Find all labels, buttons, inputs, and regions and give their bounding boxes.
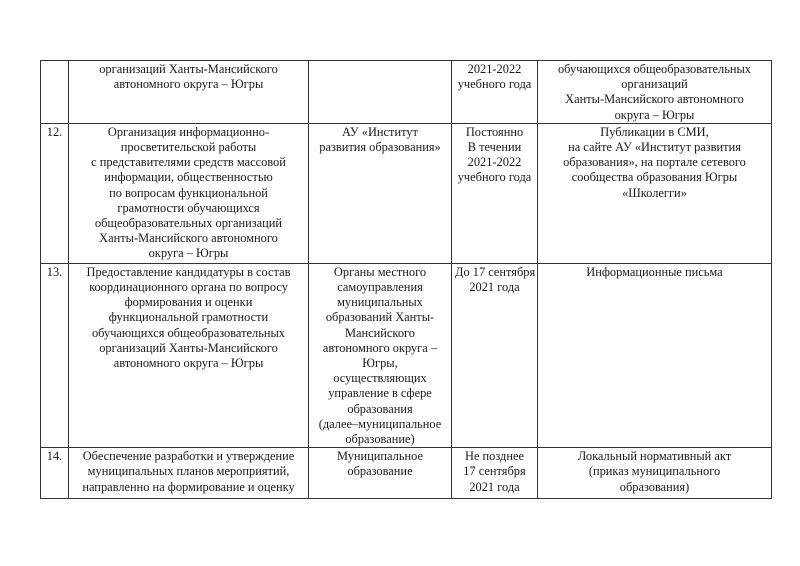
cell-text-line: учебного года <box>457 77 532 92</box>
cell-text-line: направленно на формирование и оценку <box>82 479 295 494</box>
cell-text-line: развития образования» <box>319 140 441 155</box>
cell-text-line: Не позднее <box>465 449 524 464</box>
cell-text-line: осуществляющих <box>333 371 427 386</box>
cell-text-line: округа – Югры <box>614 107 695 122</box>
cell-text-line: обучающихся общеобразовательных <box>91 325 286 340</box>
cell-text-line: образования <box>347 401 413 416</box>
cell-text-line: учебного года <box>457 170 532 185</box>
cell-text-line: автономного округа – Югры <box>113 77 264 92</box>
cell-text-line: В течении <box>467 140 522 155</box>
cell-text-line: самоуправления <box>337 280 423 295</box>
responsible-cell <box>309 448 452 499</box>
table-row <box>41 448 772 499</box>
cell-text-line: функциональной грамотности <box>108 310 269 325</box>
cell-text-line: с представителями средств массовой <box>91 155 286 170</box>
cell-text-line: Локальный нормативный акт <box>577 449 732 464</box>
cell-text-line: муниципальных планов мероприятий, <box>87 464 290 479</box>
cell-text-line: формирования и оценки <box>124 295 253 310</box>
cell-text-line: управление в сфере <box>328 386 432 401</box>
cell-text-line: на сайте АУ «Институт развития <box>568 140 741 155</box>
responsible-cell <box>309 263 452 447</box>
table-row <box>41 61 772 124</box>
cell-text-line: образования) <box>619 479 690 494</box>
responsible-cell <box>309 123 452 263</box>
cell-text-line: 17 сентября <box>463 464 526 479</box>
cell-text-line: автономного округа – Югры <box>113 356 264 371</box>
activity-cell <box>69 123 309 263</box>
cell-text-line: просветительской работы <box>120 140 257 155</box>
cell-text-line: образование) <box>345 432 415 447</box>
cell-text-line: Публикации в СМИ, <box>600 124 709 139</box>
cell-text-line: Мансийского <box>345 325 415 340</box>
row-number: 14. <box>41 448 69 499</box>
result-cell <box>538 263 772 447</box>
cell-text-line: грамотности обучающихся <box>117 200 260 215</box>
result-cell <box>538 61 772 124</box>
row-number: 12. <box>41 123 69 263</box>
row-number: 13. <box>41 263 69 447</box>
deadline-cell <box>452 448 538 499</box>
cell-text-line: Предоставление кандидатуры в состав <box>86 264 291 279</box>
cell-text-line: образования», на портале сетевого <box>563 155 746 170</box>
activity-cell <box>69 61 309 124</box>
cell-text-line: автономного округа – <box>322 340 438 355</box>
cell-text-line: организаций Ханты-Мансийского <box>99 340 278 355</box>
cell-text-line: АУ «Институт <box>342 124 418 139</box>
activity-cell <box>69 448 309 499</box>
cell-text-line: образование <box>347 464 413 479</box>
table-row <box>41 123 772 263</box>
cell-text-line: Органы местного <box>333 264 427 279</box>
cell-text-line: сообщества образования Югры <box>571 170 738 185</box>
cell-text-line: Обеспечение разработки и утверждение <box>82 449 295 464</box>
result-cell <box>538 123 772 263</box>
cell-text-line: организаций <box>621 77 688 92</box>
cell-text-line: округа – Югры <box>148 246 229 261</box>
table-row <box>41 263 772 447</box>
cell-text-line: Ханты-Мансийского автономного <box>99 231 278 246</box>
deadline-cell <box>452 61 538 124</box>
cell-text-line: Муниципальное <box>337 449 423 464</box>
cell-text-line: образований Ханты- <box>325 310 435 325</box>
cell-text-line: (далее–муниципальное <box>318 416 442 431</box>
cell-text-line: 2021 года <box>469 280 520 295</box>
cell-text-line: Югры, <box>362 356 398 371</box>
cell-text-line: муниципальных <box>337 295 423 310</box>
result-cell <box>538 448 772 499</box>
cell-text-line: 2021-2022 <box>467 62 522 76</box>
cell-text-line: 2021 года <box>469 479 520 494</box>
action-plan-table <box>40 60 772 499</box>
cell-text-line: Информационные письма <box>586 264 723 279</box>
row-number <box>41 61 69 124</box>
cell-text-line: (приказ муниципального <box>588 464 721 479</box>
cell-text-line: координационного органа по вопросу <box>89 280 288 295</box>
deadline-cell <box>452 123 538 263</box>
cell-text-line: До 17 сентября <box>455 264 536 279</box>
cell-text-line: информации, общественностью <box>104 170 273 185</box>
cell-text-line: Организация информационно- <box>107 124 270 139</box>
cell-text-line: 2021-2022 <box>467 155 522 170</box>
activity-cell <box>69 263 309 447</box>
cell-text-line: организаций Ханты-Мансийского <box>99 62 278 76</box>
cell-text-line: по вопросам функциональной <box>109 185 268 200</box>
cell-text-line: общеобразовательных организаций <box>94 216 283 231</box>
cell-text-line: «Школегги» <box>622 185 687 200</box>
cell-text-line: Ханты-Мансийского автономного <box>565 92 744 107</box>
deadline-cell <box>452 263 538 447</box>
cell-text-line: обучающихся общеобразовательных <box>557 62 752 76</box>
cell-text-line: Постоянно <box>465 124 524 139</box>
responsible-cell <box>309 61 452 124</box>
